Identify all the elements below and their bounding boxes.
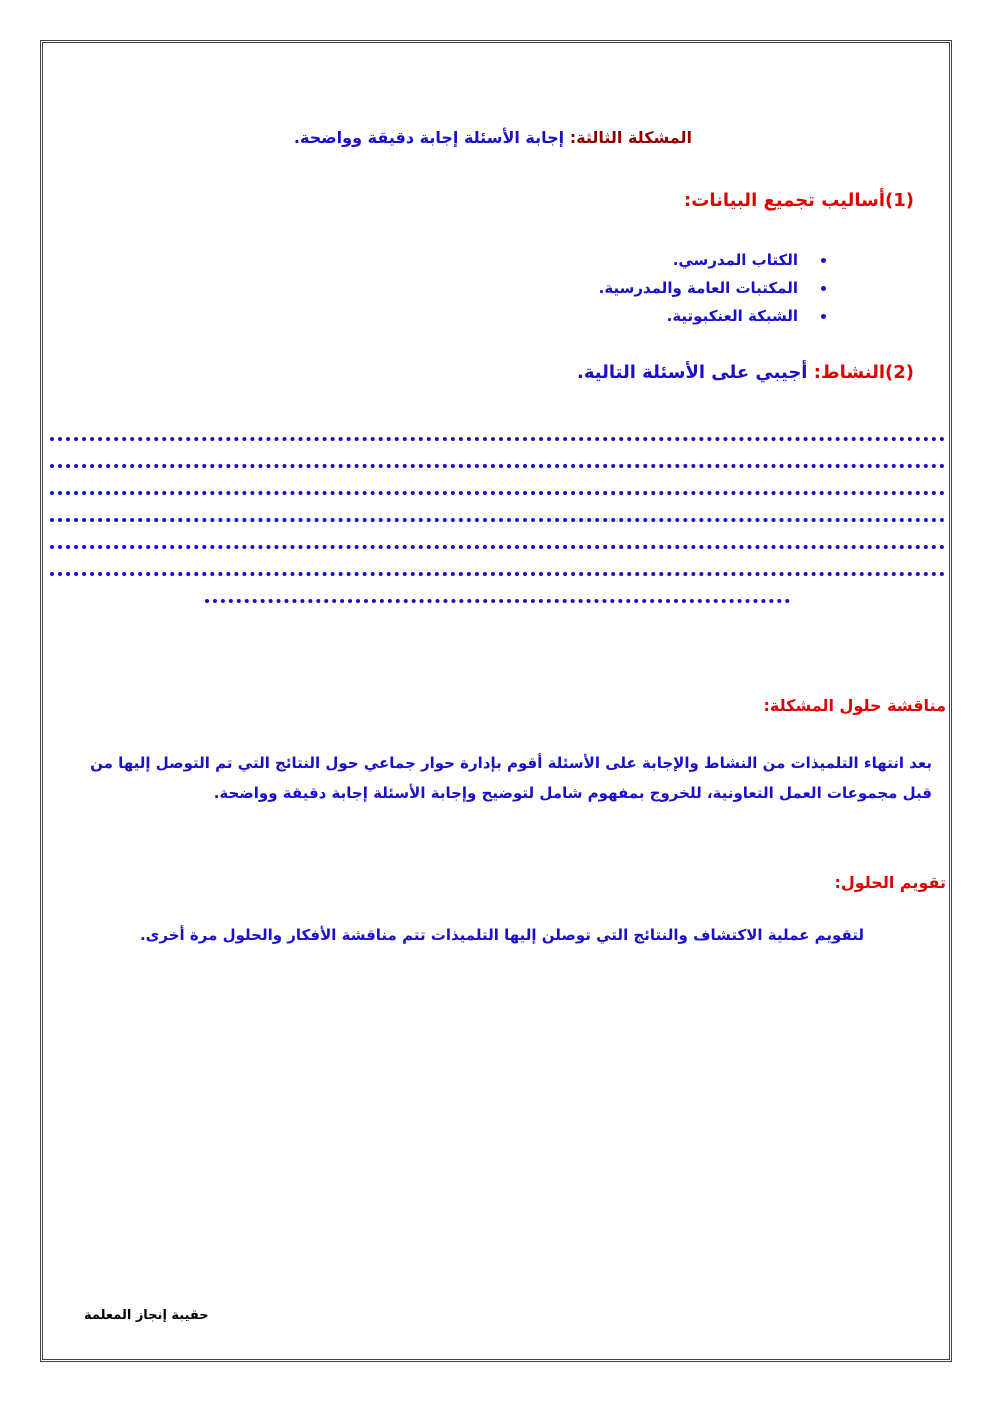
list-item: • الكتاب المدرسي.	[599, 246, 810, 274]
footer-text: حقيبة إنجاز المعلمة	[84, 1308, 209, 1323]
answer-line	[50, 545, 945, 549]
section2-heading	[577, 362, 914, 383]
section2-text: أجيبي على الأسئلة التالية.	[576, 362, 814, 383]
answer-line	[50, 518, 945, 522]
answer-line	[50, 464, 945, 468]
problem-title	[294, 128, 692, 147]
answer-line	[50, 572, 945, 576]
evaluation-heading: تقويم الحلول:	[834, 873, 946, 892]
problem-title-label: المشكلة الثالثة:	[569, 128, 692, 147]
problem-title-text: إجابة الأسئلة إجابة دقيقة وواضحة.	[293, 128, 570, 147]
evaluation-text: لتقويم عملية الاكتشاف والنتائج التي توصلن إليها التلميذات تتم مناقشة الأفكار والحلول مرة أخرى.	[139, 926, 864, 944]
answer-line	[50, 437, 945, 441]
answer-line	[205, 599, 790, 603]
list-item: • الشبكة العنكبوتية.	[599, 302, 810, 330]
discussion-heading: مناقشة حلول المشكلة:	[763, 696, 946, 715]
answer-line	[50, 491, 945, 495]
section1-heading	[684, 190, 914, 211]
discussion-paragraph: بعد انتهاء التلميذات من النشاط والإجابة على الأسئلة أقوم بإدارة حوار جماعي حول النتائج التي تم التوصل إليها من قبل مجموعات العمل التعاونية، للخروج بمفهوم شامل لتوضيح وإجابة الأسئلة إجابة دقيقة وواضحة.	[90, 754, 932, 802]
list-item: • المكتبات العامة والمدرسية.	[599, 274, 810, 302]
section1-number: (1)	[885, 190, 914, 211]
section2-number: (2)	[885, 362, 914, 383]
section2-title: النشاط:	[813, 362, 885, 383]
section1-title: أساليب تجميع البيانات:	[684, 190, 885, 211]
data-sources-list	[599, 246, 832, 330]
